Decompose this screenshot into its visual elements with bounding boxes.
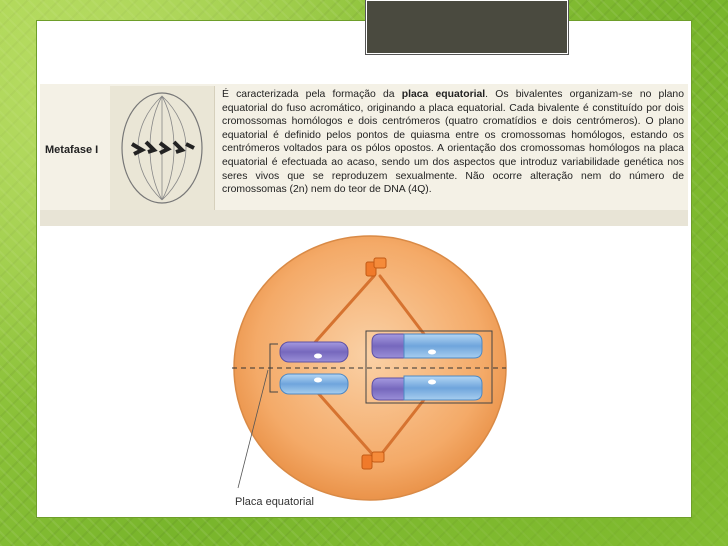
stage-label: Metafase I [45,144,99,156]
placa-equatorial-caption: Placa equatorial [235,496,314,508]
stage-description: É caracterizada pela formação da placa equatorial. Os bivalentes organizam-se no plano equatorial do fuso acromático, originando a placa equatorial. Cada bivalente é constituído por dois cromossomas homólogos e dois centrómeros (quatro cromatídios e dois centrómeros). O plano equatorial é definido pelos pontos de quiasma entre os cromossomas homólogos, estando os centrómeros voltados para os pólos opostos. A orientação dos cromossomas homólogos na placa equatorial é efectuada ao acaso, sendo um dos aspectos que introduz variabilidade genética nos seres vivos que se reproduzem sexualmente. Não ocorre alteração nem do número de cromossomas (2n) nem do teor de DNA (4Q). [222,89,684,196]
